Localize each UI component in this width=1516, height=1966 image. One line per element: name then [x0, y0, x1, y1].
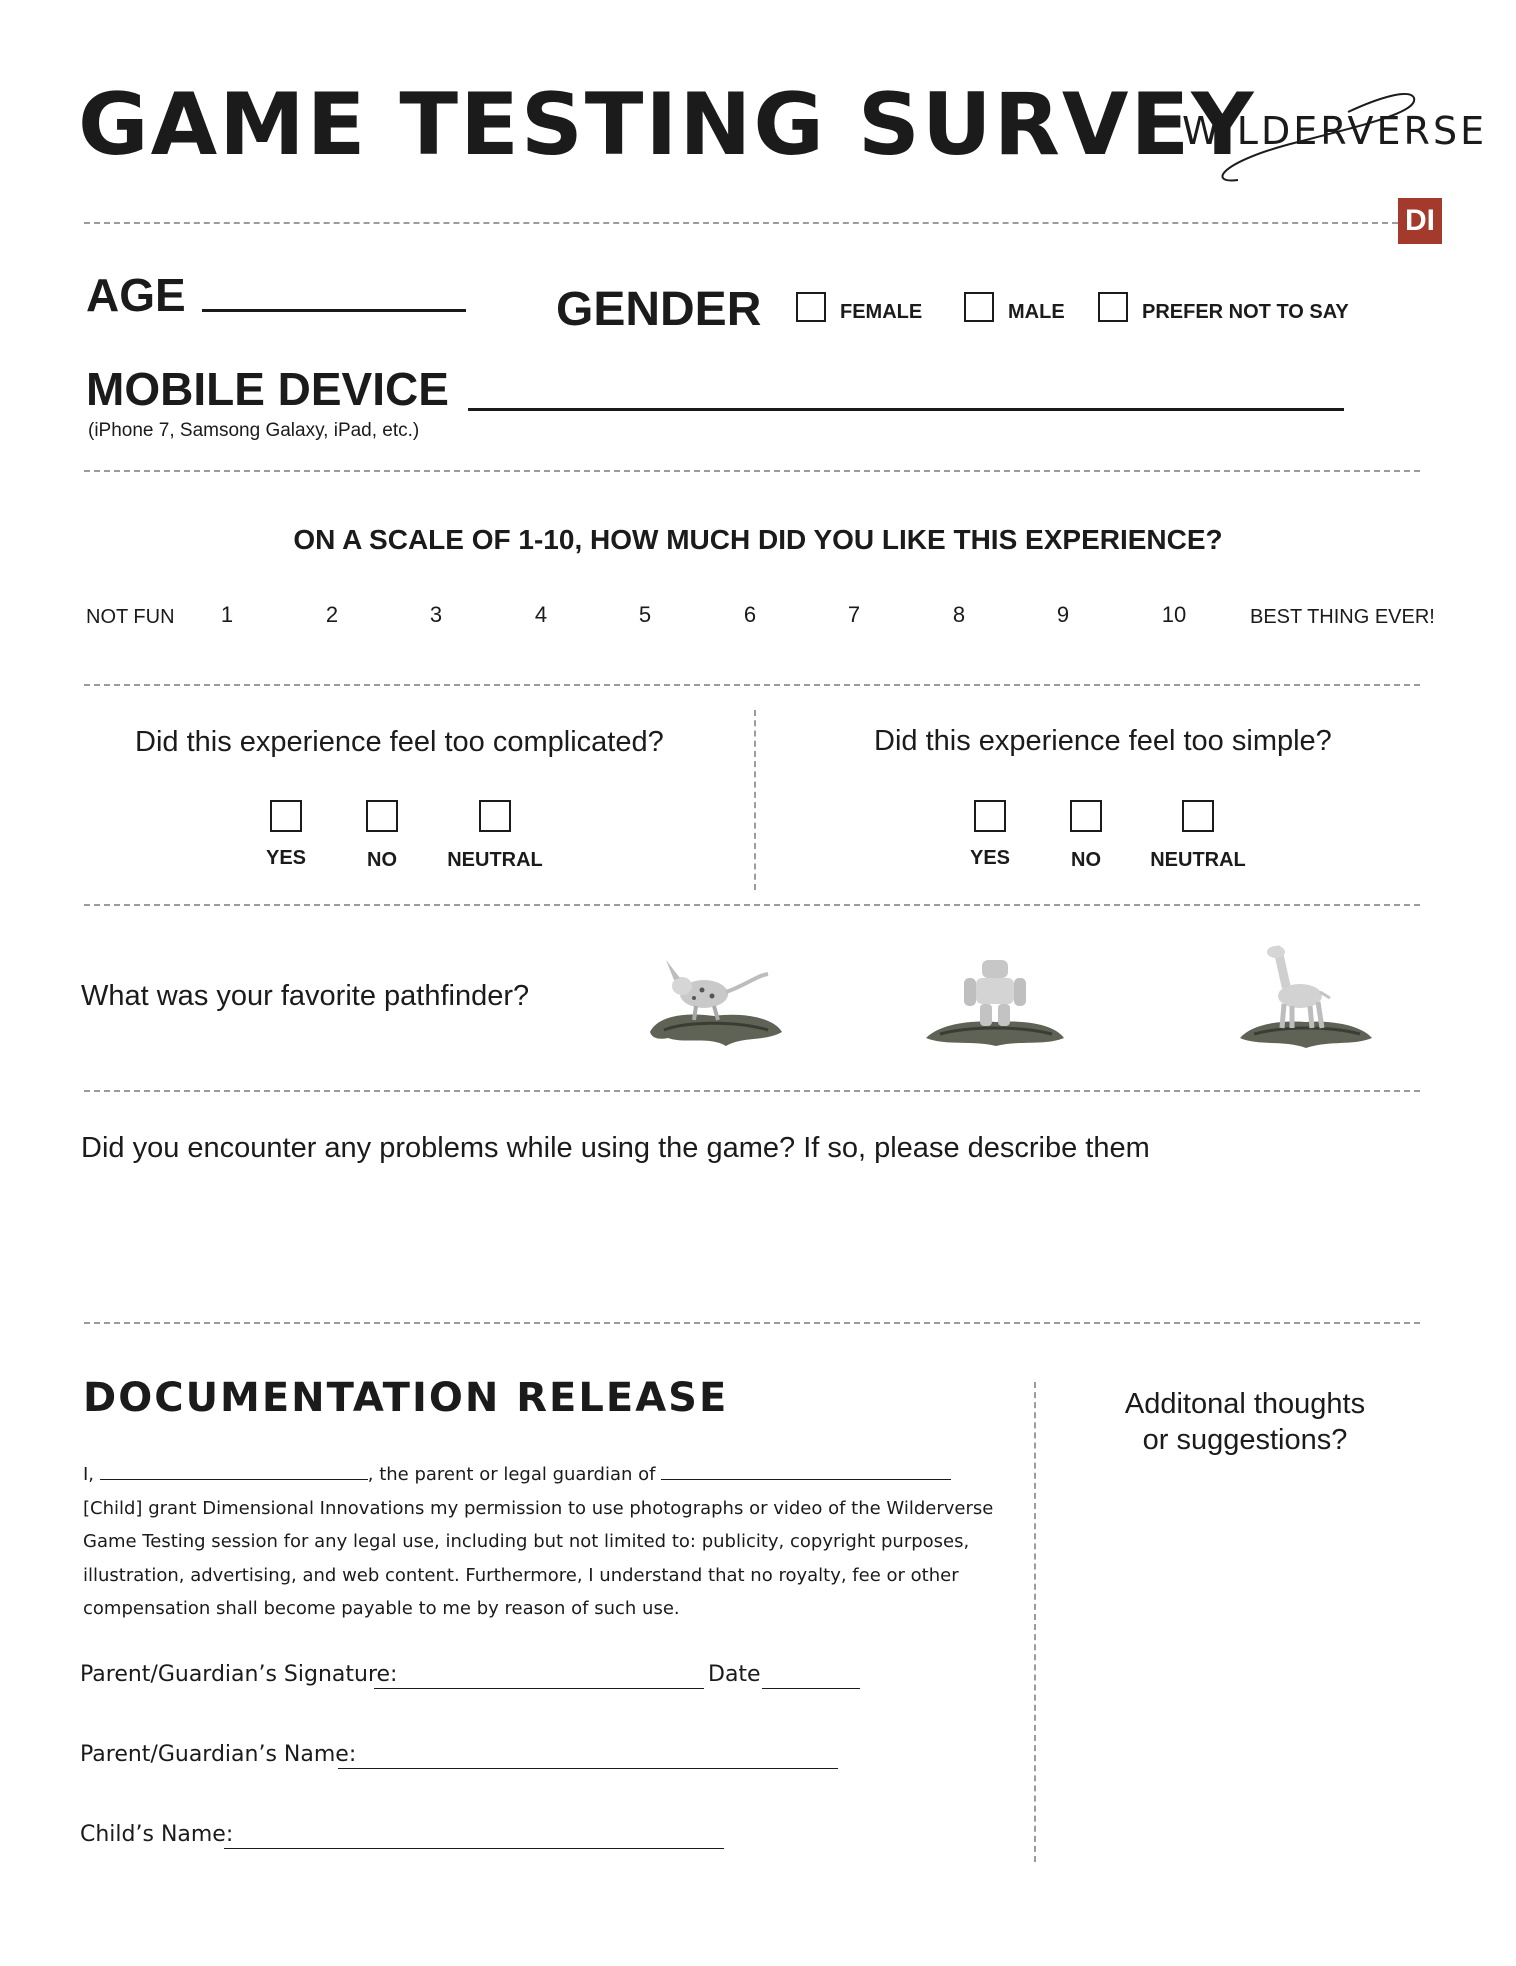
- gender-prefer-not-checkbox[interactable]: [1098, 292, 1128, 322]
- section-divider: [84, 222, 1398, 224]
- rating-option-2[interactable]: 2: [325, 602, 339, 627]
- simple-yes-label: YES: [969, 847, 1011, 869]
- mobile-device-hint: (iPhone 7, Samsong Galaxy, iPad, etc.): [88, 420, 420, 441]
- complicated-yes-label: YES: [265, 847, 307, 869]
- vertical-divider: [754, 710, 756, 890]
- guardian-name-blank[interactable]: [100, 1463, 368, 1480]
- child-name-field-line: [224, 1848, 724, 1849]
- additional-thoughts-line-1: Additonal thoughts: [1124, 1388, 1366, 1420]
- simple-no-checkbox[interactable]: [1070, 800, 1102, 832]
- age-field-line: [202, 309, 466, 312]
- wilderverse-logo: [1178, 92, 1488, 188]
- child-name-label: Child’s Name:: [80, 1822, 234, 1847]
- gender-prefer-not-label: PREFER NOT TO SAY: [1142, 301, 1349, 323]
- date-label: Date: [708, 1662, 761, 1687]
- additional-thoughts-line-2: or suggestions?: [1142, 1424, 1348, 1456]
- mobile-device-input[interactable]: [472, 374, 1344, 408]
- simple-no-label: NO: [1071, 849, 1101, 871]
- age-input[interactable]: [206, 276, 466, 308]
- child-name-input[interactable]: [226, 1820, 726, 1848]
- date-input[interactable]: [764, 1660, 862, 1688]
- pathfinder-robot-image: [920, 950, 1070, 1050]
- rating-option-1[interactable]: 1: [220, 602, 234, 627]
- rating-option-4[interactable]: 4: [534, 602, 548, 627]
- release-text-start: I,: [83, 1464, 100, 1485]
- rating-option-9[interactable]: 9: [1056, 602, 1070, 627]
- section-divider: [84, 684, 1420, 686]
- rating-option-6[interactable]: 6: [743, 602, 757, 627]
- rating-option-8[interactable]: 8: [952, 602, 966, 627]
- guardian-name-field-line: [338, 1768, 838, 1769]
- complicated-neutral-checkbox[interactable]: [479, 800, 511, 832]
- rating-option-3[interactable]: 3: [429, 602, 443, 627]
- guardian-name-label: Parent/Guardian’s Name:: [80, 1742, 357, 1767]
- vertical-divider: [1034, 1382, 1036, 1862]
- complicated-neutral-label: NEUTRAL: [447, 849, 543, 871]
- rating-option-10[interactable]: 10: [1161, 602, 1187, 627]
- problems-textarea[interactable]: [81, 1176, 1415, 1310]
- mobile-device-field-line: [468, 408, 1344, 411]
- section-divider: [84, 470, 1420, 472]
- page-title: GAME TESTING SURVEY: [78, 75, 1256, 175]
- logo-wordmark: WILDERVERSE: [1182, 109, 1488, 153]
- pathfinder-giraffe-option[interactable]: [1234, 940, 1376, 1052]
- complicated-question: Did this experience feel too complicated?: [135, 726, 664, 758]
- rating-question: ON A SCALE OF 1-10, HOW MUCH DID YOU LIKE THIS EXPERIENCE?: [293, 524, 1223, 555]
- release-paragraph: [83, 1458, 1003, 1626]
- signature-input[interactable]: [376, 1660, 706, 1688]
- complicated-no-checkbox[interactable]: [366, 800, 398, 832]
- signature-field-line: [374, 1688, 704, 1689]
- signature-label: Parent/Guardian’s Signature:: [80, 1662, 398, 1687]
- complicated-yes-checkbox[interactable]: [270, 800, 302, 832]
- rating-low-label: NOT FUN: [86, 606, 175, 628]
- section-divider: [84, 1322, 1420, 1324]
- pathfinder-critter-option[interactable]: [644, 950, 786, 1050]
- date-field-line: [762, 1688, 860, 1689]
- complicated-no-label: NO: [367, 849, 397, 871]
- simple-yes-checkbox[interactable]: [974, 800, 1006, 832]
- child-name-blank[interactable]: [661, 1463, 951, 1480]
- gender-female-label: FEMALE: [840, 301, 923, 323]
- section-divider: [84, 1090, 1420, 1092]
- gender-male-checkbox[interactable]: [964, 292, 994, 322]
- di-brand-badge: DI: [1398, 198, 1442, 244]
- rating-option-7[interactable]: 7: [847, 602, 861, 627]
- pathfinder-question: What was your favorite pathfinder?: [81, 980, 530, 1012]
- pathfinder-giraffe-image: [1234, 940, 1376, 1052]
- mobile-device-label: MOBILE DEVICE: [86, 363, 449, 415]
- simple-neutral-label: NEUTRAL: [1150, 849, 1246, 871]
- rating-high-label: BEST THING EVER!: [1250, 606, 1435, 628]
- gender-label: GENDER: [556, 283, 762, 336]
- guardian-name-input[interactable]: [340, 1740, 840, 1768]
- additional-thoughts-textarea[interactable]: [1064, 1470, 1428, 1854]
- release-text-mid: , the parent or legal guardian of: [367, 1464, 662, 1485]
- problems-question: Did you encounter any problems while using the game? If so, please describe them: [81, 1132, 1150, 1164]
- release-title: DOCUMENTATION RELEASE: [83, 1375, 729, 1421]
- age-label: AGE: [86, 269, 186, 321]
- pathfinder-critter-image: [644, 950, 786, 1050]
- section-divider: [84, 904, 1420, 906]
- gender-female-checkbox[interactable]: [796, 292, 826, 322]
- release-text-child: [Child]: [83, 1497, 143, 1519]
- pathfinder-robot-option[interactable]: [920, 950, 1070, 1050]
- additional-thoughts-label: [1080, 1386, 1410, 1458]
- simple-neutral-checkbox[interactable]: [1182, 800, 1214, 832]
- release-text-rest: grant Dimensional Innovations my permission to use photographs or video of the Wilderverse Game Testing session for any legal use, including but not limited to: publicity, copyright purposes, illustration, advertising, and web content. Furthermore, I understand that no royalty, fee or other compensation shall become payable to me by reason of such use.: [83, 1497, 994, 1619]
- rating-option-5[interactable]: 5: [638, 602, 652, 627]
- simple-question: Did this experience feel too simple?: [874, 725, 1332, 757]
- gender-male-label: MALE: [1008, 301, 1065, 323]
